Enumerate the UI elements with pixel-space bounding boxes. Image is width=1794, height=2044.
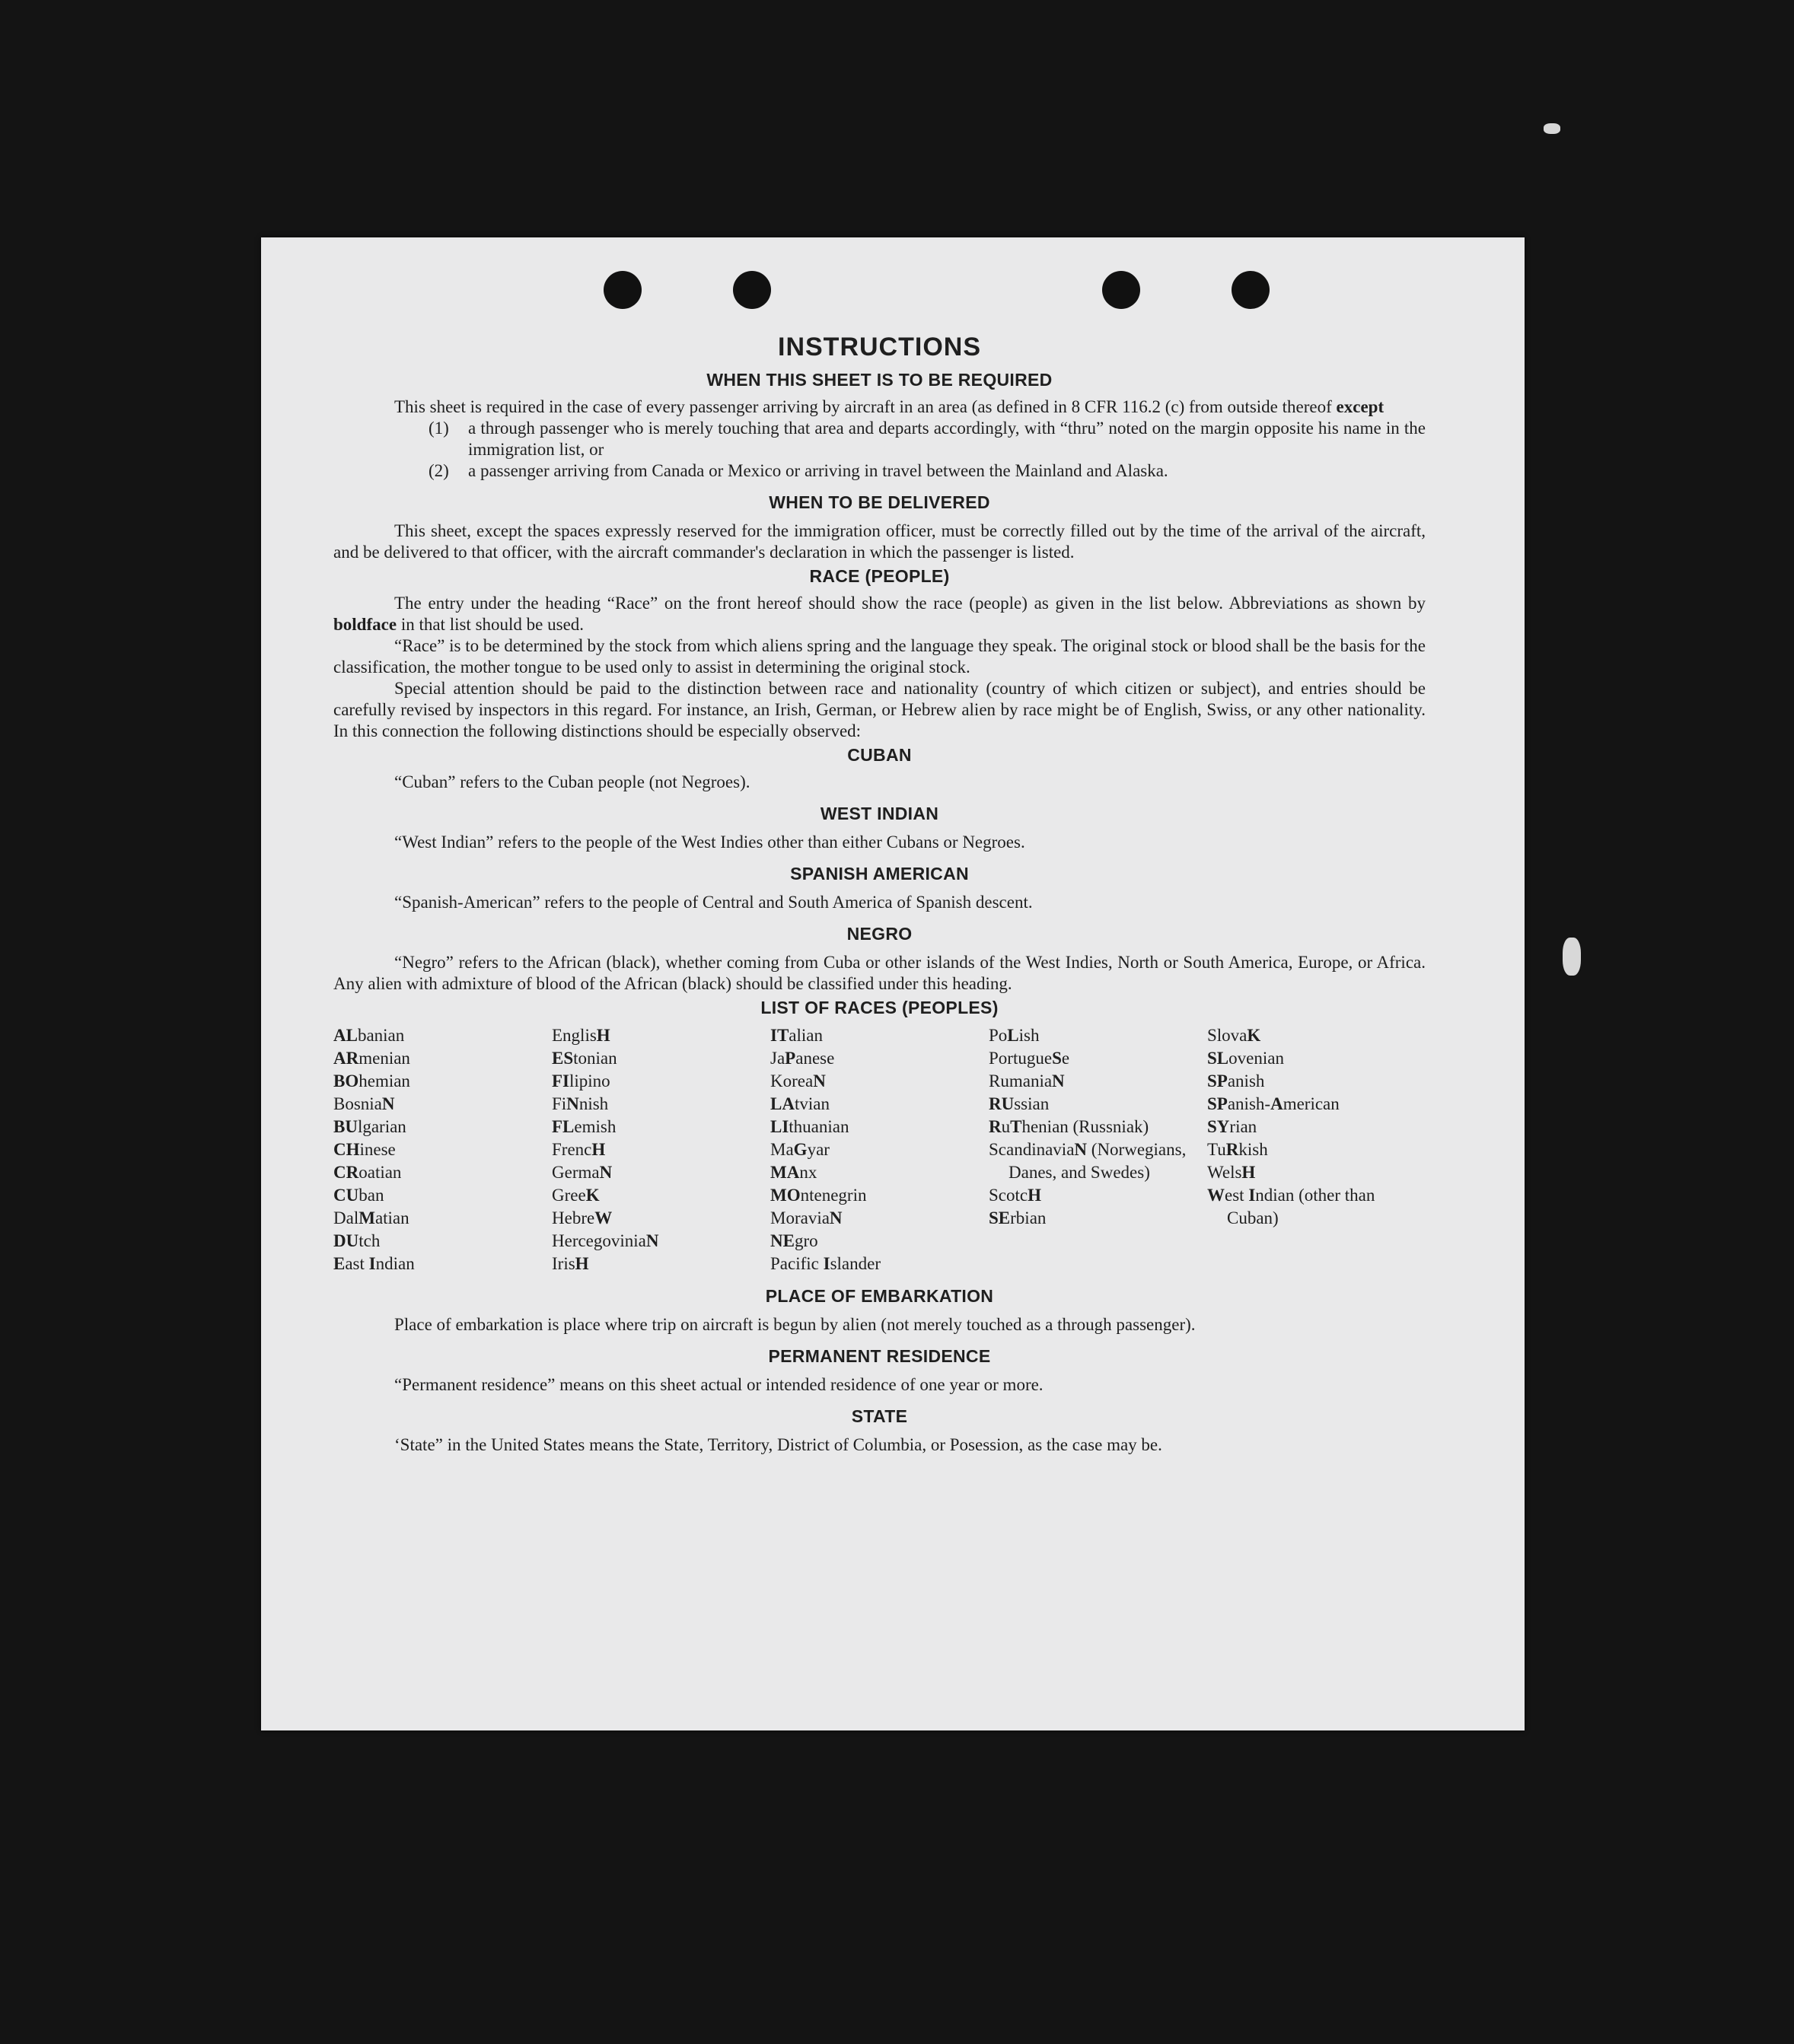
when-required-paragraph: This sheet is required in the case of every passenger arriving by aircraft in an area (as defined in 8 CFR 116.2 (c) from outside thereof except	[394, 397, 1385, 416]
spanish-american-paragraph: “Spanish-American” refers to the people of Central and South America of Spanish descent.	[394, 893, 1033, 912]
race-column	[1207, 1024, 1426, 1275]
section-heading-state: STATE	[851, 1406, 908, 1426]
race-entry: LAtvian	[770, 1094, 830, 1113]
scan-speck	[1544, 123, 1560, 134]
state-paragraph: ‘State” in the United States means the State, Territory, District of Columbia, or Posession, as the case may be.	[394, 1435, 1162, 1454]
punch-hole	[1102, 271, 1140, 309]
race-entry: MAnx	[770, 1163, 817, 1182]
race-entry: EStonian	[552, 1049, 617, 1068]
race-entry: SlovaK	[1207, 1026, 1261, 1045]
race-entry: RuThenian (Russniak)	[989, 1117, 1149, 1136]
section-heading-negro: NEGRO	[846, 924, 913, 944]
section-heading-cuban: CUBAN	[847, 745, 912, 765]
race-entry: CRoatian	[333, 1163, 402, 1182]
race-entry: MOntenegrin	[770, 1186, 867, 1205]
race-entry: KoreaN	[770, 1071, 826, 1090]
race-entry: ScandinaviaN (Norwegians, Danes, and Swedes)	[989, 1140, 1187, 1182]
race-paragraph-1: The entry under the heading “Race” on the front hereof should show the race (people) as given in the list below. Abbreviations as shown by boldface in that list should be used.	[333, 594, 1426, 634]
race-entry: ScotcH	[989, 1186, 1041, 1205]
race-entry: SErbian	[989, 1208, 1047, 1227]
race-entry: WelsH	[1207, 1163, 1256, 1182]
exception-item: (2) a passenger arriving from Canada or Mexico or arriving in travel between the Mainland and Alaska.	[429, 461, 1168, 480]
race-column	[333, 1024, 552, 1275]
race-entry: EnglisH	[552, 1026, 610, 1045]
race-entry: IrisH	[552, 1254, 589, 1273]
residence-paragraph: “Permanent residence” means on this sheet actual or intended residence of one year or more.	[394, 1375, 1044, 1394]
section-heading-residence: PERMANENT RESIDENCE	[768, 1346, 991, 1366]
race-paragraph-2: “Race” is to be determined by the stock from which aliens spring and the language they speak. The original stock or blood shall be the basis for the classification, the mother tongue to be used only to assist in determining the original stock.	[333, 636, 1426, 677]
race-entry: GermaN	[552, 1163, 613, 1182]
punch-hole	[1232, 271, 1270, 309]
race-entry: SPanish	[1207, 1071, 1265, 1090]
exception-item: (1) a through passenger who is merely touching that area and departs accordingly, with “thru” noted on the margin opposite his name in the immigration list, or	[429, 419, 1426, 459]
race-entry: LIthuanian	[770, 1117, 849, 1136]
race-entry: DUtch	[333, 1231, 381, 1250]
page-title: INSTRUCTIONS	[778, 333, 981, 361]
race-entry: JaPanese	[770, 1049, 835, 1068]
race-column	[770, 1024, 989, 1275]
instructions-content	[333, 333, 1426, 1456]
punch-hole	[733, 271, 771, 309]
cuban-paragraph: “Cuban” refers to the Cuban people (not Negroes).	[394, 772, 750, 791]
race-entry: HebreW	[552, 1208, 613, 1227]
document-sheet	[261, 237, 1525, 1730]
race-entry: ALbanian	[333, 1026, 405, 1045]
race-entry: PortugueSe	[989, 1049, 1070, 1068]
race-entry: East Indian	[333, 1254, 415, 1273]
section-heading-embarkation: PLACE OF EMBARKATION	[765, 1286, 994, 1306]
negro-paragraph: “Negro” refers to the African (black), whether coming from Cuba or other islands of the West Indies, North or South America, Europe, or Africa. Any alien with admixture of blood of the African (black) should be classified under this heading.	[333, 953, 1426, 993]
race-entry: BOhemian	[333, 1071, 410, 1090]
race-entry: MoraviaN	[770, 1208, 843, 1227]
race-entry: SYrian	[1207, 1117, 1257, 1136]
race-entry: ITalian	[770, 1026, 823, 1045]
race-entry: CUban	[333, 1186, 384, 1205]
race-entry: BUlgarian	[333, 1117, 406, 1136]
when-delivered-paragraph: This sheet, except the spaces expressly reserved for the immigration officer, must be correctly filled out by the time of the arrival of the aircraft, and be delivered to that officer, with the aircraft commander's declaration in which the passenger is listed.	[333, 521, 1426, 562]
race-entry: SLovenian	[1207, 1049, 1284, 1068]
section-heading-when-required: WHEN THIS SHEET IS TO BE REQUIRED	[706, 370, 1053, 390]
bold-except: except	[1336, 397, 1385, 416]
punch-hole	[604, 271, 642, 309]
race-entry: PoLish	[989, 1026, 1040, 1045]
race-entry: FiNnish	[552, 1094, 609, 1113]
race-entry: TuRkish	[1207, 1140, 1268, 1159]
race-entry: FIlipino	[552, 1071, 610, 1090]
race-entry: Pacific Islander	[770, 1254, 881, 1273]
race-entry: RUssian	[989, 1094, 1050, 1113]
race-entry: West Indian (other than Cuban)	[1207, 1186, 1375, 1227]
race-column	[552, 1024, 770, 1275]
section-heading-when-delivered: WHEN TO BE DELIVERED	[769, 492, 990, 512]
section-heading-race: RACE (PEOPLE)	[809, 566, 950, 586]
section-heading-west-indian: WEST INDIAN	[820, 804, 939, 823]
race-entry: GreeK	[552, 1186, 600, 1205]
race-entry: FrencH	[552, 1140, 606, 1159]
race-entry: RumaniaN	[989, 1071, 1065, 1090]
west-indian-paragraph: “West Indian” refers to the people of the West Indies other than either Cubans or Negroes.	[394, 833, 1025, 852]
race-paragraph-3: Special attention should be paid to the distinction between race and nationality (country of which citizen or subject), and entries should be carefully revised by inspectors in this regard. For instance, an Irish, German, or Hebrew alien by race might be of English, Swiss, or any other nationality. In this connection the following distinctions should be especially observed:	[333, 679, 1426, 740]
section-heading-list-of-races: LIST OF RACES (PEOPLES)	[760, 998, 999, 1017]
race-entry: HercegoviniaN	[552, 1231, 659, 1250]
embarkation-paragraph: Place of embarkation is place where trip on aircraft is begun by alien (not merely touched as a through passenger).	[394, 1315, 1196, 1334]
race-column	[989, 1024, 1207, 1275]
race-entry: MaGyar	[770, 1140, 830, 1159]
scan-speck	[1563, 938, 1581, 976]
race-entry: ARmenian	[333, 1049, 410, 1068]
race-entry: CHinese	[333, 1140, 396, 1159]
race-list	[333, 1024, 1426, 1275]
race-entry: NEgro	[770, 1231, 818, 1250]
race-entry: FLemish	[552, 1117, 617, 1136]
race-entry: BosniaN	[333, 1094, 395, 1113]
race-entry: SPanish-American	[1207, 1094, 1340, 1113]
section-heading-spanish-american: SPANISH AMERICAN	[790, 864, 969, 884]
race-entry: DalMatian	[333, 1208, 409, 1227]
